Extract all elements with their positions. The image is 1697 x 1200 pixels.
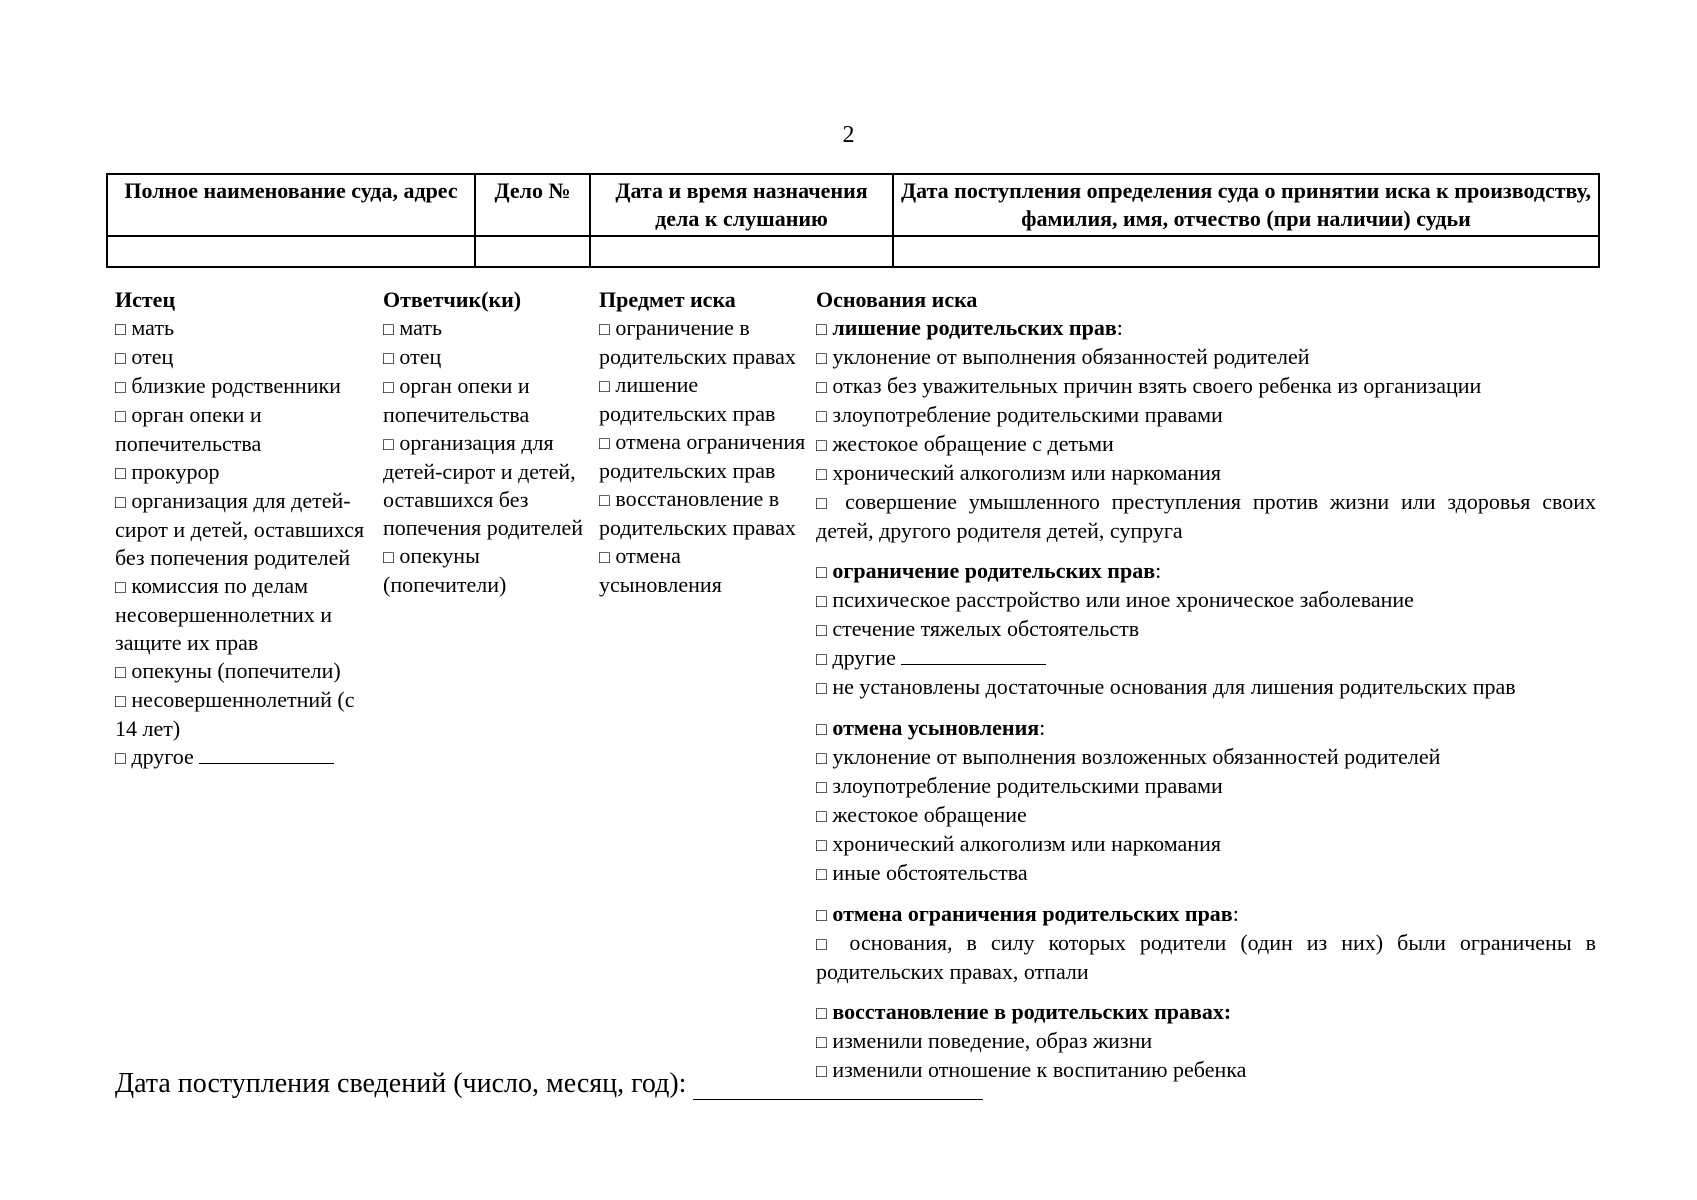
checkbox-icon[interactable]: □: [599, 547, 610, 567]
checkbox-icon[interactable]: □: [816, 1032, 827, 1052]
checkbox-icon[interactable]: □: [816, 678, 827, 698]
checkbox-icon[interactable]: □: [383, 377, 394, 397]
grounds-option: [816, 343, 1596, 372]
checkbox-icon[interactable]: □: [816, 591, 827, 611]
grounds-group-label: восстановление в родительских правах:: [832, 999, 1232, 1024]
option-label: ограничение в родительских правах: [599, 315, 796, 369]
plaintiff-option: [115, 487, 375, 572]
subject-title: Предмет иска: [599, 287, 736, 312]
checkbox-icon[interactable]: □: [599, 490, 610, 510]
checkbox-icon[interactable]: □: [816, 620, 827, 640]
checkbox-icon[interactable]: □: [599, 433, 610, 453]
grounds-group: [816, 557, 1596, 702]
cell-court-name[interactable]: [107, 236, 475, 267]
grounds-option: [816, 743, 1596, 772]
grounds-group-title: □ отмена усыновления:: [816, 715, 1046, 740]
option-label: другое: [131, 744, 194, 769]
option-label: мать: [399, 315, 442, 340]
checkbox-icon[interactable]: □: [383, 434, 394, 454]
option-label: стечение тяжелых обстоятельств: [832, 616, 1140, 641]
grounds-option: [816, 1027, 1596, 1056]
checkbox-icon[interactable]: □: [816, 777, 827, 797]
checkbox-icon[interactable]: □: [816, 348, 827, 368]
checkbox-icon[interactable]: □: [115, 662, 126, 682]
checkbox-icon[interactable]: □: [816, 934, 836, 954]
page-number: 2: [842, 122, 855, 148]
option-label: жестокое обращение: [832, 802, 1027, 827]
option-label: организация для детей-сирот и детей, оставшихся без попечения родителей: [383, 430, 583, 540]
grounds-group-label: отмена ограничения родительских прав: [832, 901, 1233, 926]
defendant-option: [383, 542, 593, 599]
checkbox-icon[interactable]: □: [115, 691, 126, 711]
case-header-table: [106, 173, 1600, 268]
grounds-option: [816, 859, 1596, 888]
option-label: основания, в силу которых родители (один из них) были ограничены в родительских правах, отпали: [816, 930, 1596, 984]
checkbox-icon[interactable]: □: [816, 748, 827, 768]
grounds-title: Основания иска: [816, 287, 978, 312]
option-label: комиссия по делам несовершеннолетних и защите их прав: [115, 573, 333, 655]
option-label: уклонение от выполнения возложенных обязанностей родителей: [832, 744, 1441, 769]
subject-option: [599, 371, 809, 428]
grounds-option: [816, 929, 1596, 986]
grounds-group-title: □ ограничение родительских прав:: [816, 558, 1162, 583]
grounds-option: [816, 586, 1596, 615]
option-label: психическое расстройство или иное хроническое заболевание: [832, 587, 1414, 612]
cell-hearing-date[interactable]: [590, 236, 893, 267]
plaintiff-option: [115, 686, 375, 743]
option-label: совершение умышленного преступления против жизни или здоровья своих детей, другого родителя детей, супруга: [816, 489, 1597, 543]
checkbox-icon[interactable]: □: [383, 319, 394, 339]
grounds-option: [816, 801, 1596, 830]
option-label: орган опеки и попечительства: [383, 373, 530, 427]
header-hearing-date: Дата и время назначения дела к слушанию: [590, 174, 893, 236]
grounds-option: [816, 401, 1596, 430]
grounds-column: [816, 286, 1596, 1097]
checkbox-icon[interactable]: □: [816, 319, 827, 339]
footer-date-blank[interactable]: [693, 1073, 983, 1100]
checkbox-icon[interactable]: □: [816, 806, 827, 826]
checkbox-icon[interactable]: □: [816, 493, 834, 513]
checkbox-icon[interactable]: □: [816, 406, 827, 426]
defendant-option: [383, 343, 593, 372]
plaintiff-option: [115, 572, 375, 657]
option-label: организация для детей-сирот и детей, оставшихся без попечения родителей: [115, 488, 365, 570]
checkbox-icon[interactable]: □: [816, 905, 827, 925]
checkbox-icon[interactable]: □: [816, 1061, 827, 1081]
option-label: отец: [131, 344, 174, 369]
plaintiff-option: [115, 401, 375, 458]
option-label: злоупотребление родительскими правами: [832, 773, 1223, 798]
checkbox-icon[interactable]: □: [816, 649, 827, 669]
grounds-group: [816, 314, 1596, 545]
plaintiff-option: [115, 743, 375, 772]
option-label: изменили поведение, образ жизни: [832, 1028, 1153, 1053]
grounds-option: [816, 430, 1596, 459]
checkbox-icon[interactable]: □: [816, 377, 827, 397]
option-label: иные обстоятельства: [832, 860, 1028, 885]
option-label: отмена усыновления: [599, 543, 722, 597]
option-label: хронический алкоголизм или наркомания: [832, 460, 1221, 485]
option-label: отмена ограничения родительских прав: [599, 429, 806, 483]
checkbox-icon[interactable]: □: [115, 577, 126, 597]
subject-option: [599, 485, 809, 542]
checkbox-icon[interactable]: □: [816, 435, 827, 455]
cell-case-number[interactable]: [475, 236, 590, 267]
checkbox-icon[interactable]: □: [599, 376, 610, 396]
option-label: уклонение от выполнения обязанностей родителей: [832, 344, 1310, 369]
option-label: отец: [399, 344, 442, 369]
option-label: восстановление в родительских правах: [599, 486, 796, 540]
checkbox-icon[interactable]: □: [115, 348, 126, 368]
checkbox-icon[interactable]: □: [383, 547, 394, 567]
option-label: не установлены достаточные основания для лишения родительских прав: [832, 674, 1516, 699]
grounds-group-title: □ лишение родительских прав:: [816, 315, 1123, 340]
header-claim-accepted-date: Дата поступления определения суда о принятии иска к производству, фамилия, имя, отчество (при наличии) судьи: [893, 174, 1599, 236]
option-label: прокурор: [131, 459, 220, 484]
grounds-option: [816, 644, 1596, 673]
option-label: мать: [131, 315, 174, 340]
grounds-group: [816, 714, 1596, 888]
option-label: изменили отношение к воспитанию ребенка: [832, 1057, 1247, 1082]
defendant-column: [383, 286, 593, 599]
defendant-option: [383, 429, 593, 542]
checkbox-icon[interactable]: □: [816, 562, 827, 582]
subject-option: [599, 428, 809, 485]
grounds-group-title: □ отмена ограничения родительских прав:: [816, 901, 1239, 926]
grounds-group-title: [816, 998, 1596, 1027]
plaintiff-option: [115, 343, 375, 372]
footer-date-label: Дата поступления сведений (число, месяц, год):: [115, 1068, 687, 1099]
header-case-number: Дело №: [475, 174, 590, 236]
subject-option: [599, 542, 809, 599]
header-court-name: Полное наименование суда, адрес: [107, 174, 475, 236]
checkbox-icon[interactable]: □: [115, 748, 126, 768]
footer-date-line: [115, 1068, 983, 1100]
grounds-option: [816, 488, 1596, 545]
plaintiff-option: [115, 458, 375, 487]
checkbox-icon[interactable]: □: [115, 406, 126, 426]
option-label: близкие родственники: [131, 373, 341, 398]
grounds-group-label: лишение родительских прав: [832, 315, 1117, 340]
checkbox-icon[interactable]: □: [115, 492, 126, 512]
grounds-option: [816, 459, 1596, 488]
checkbox-icon[interactable]: □: [816, 464, 827, 484]
plaintiff-option: [115, 314, 375, 343]
plaintiff-option: [115, 372, 375, 401]
option-label: орган опеки и попечительства: [115, 402, 262, 456]
grounds-group: [816, 900, 1596, 986]
option-label: лишение родительских прав: [599, 372, 776, 426]
grounds-option: [816, 673, 1596, 702]
checkbox-icon[interactable]: □: [599, 319, 610, 339]
checkbox-icon[interactable]: □: [115, 319, 126, 339]
defendant-option: [383, 372, 593, 429]
subject-column: [599, 286, 809, 599]
defendant-option: [383, 314, 593, 343]
option-label: опекуны (попечители): [131, 658, 341, 683]
defendant-title: Ответчик(ки): [383, 287, 522, 312]
checkbox-icon[interactable]: □: [383, 348, 394, 368]
option-label: несовершеннолетний (с 14 лет): [115, 687, 355, 741]
checkbox-icon[interactable]: □: [115, 377, 126, 397]
option-label: отказ без уважительных причин взять своего ребенка из организации: [832, 373, 1482, 398]
option-label: другие: [832, 645, 896, 670]
checkbox-icon[interactable]: □: [816, 835, 827, 855]
plaintiff-column: [115, 286, 375, 772]
checkbox-icon[interactable]: □: [816, 719, 827, 739]
grounds-option: [816, 830, 1596, 859]
cell-claim-accepted-date[interactable]: [893, 236, 1599, 267]
grounds-option: [816, 615, 1596, 644]
grounds-option: [816, 772, 1596, 801]
plaintiff-option: [115, 657, 375, 686]
checkbox-icon[interactable]: □: [115, 463, 126, 483]
checkbox-icon[interactable]: □: [816, 864, 827, 884]
subject-option: [599, 314, 809, 371]
option-label: жестокое обращение с детьми: [832, 431, 1114, 456]
other-blank[interactable]: [199, 743, 334, 764]
grounds-group-label: ограничение родительских прав: [832, 558, 1156, 583]
other-blank[interactable]: [901, 644, 1046, 665]
option-label: хронический алкоголизм или наркомания: [832, 831, 1221, 856]
plaintiff-title: Истец: [115, 287, 176, 312]
grounds-option: [816, 372, 1596, 401]
checkbox-icon[interactable]: □: [816, 1003, 827, 1023]
grounds-group-label: отмена усыновления: [832, 715, 1040, 740]
option-label: злоупотребление родительскими правами: [832, 402, 1223, 427]
option-label: опекуны (попечители): [383, 543, 507, 597]
